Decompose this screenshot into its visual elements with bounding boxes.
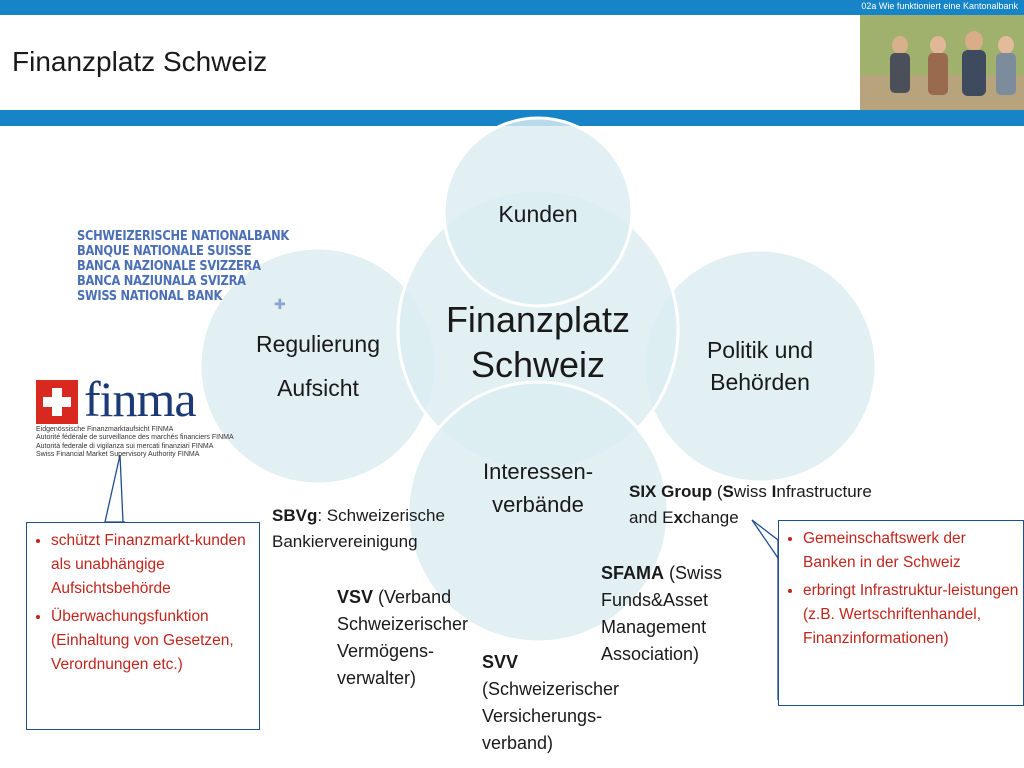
six-callout-item: • erbringt Infrastruktur-leistungen (z.B. Wertschriftenhandel, Finanzinformationen) — [803, 579, 1019, 651]
left-label-line2: Aufsicht — [277, 375, 359, 401]
right-label-line2: Behörden — [710, 369, 810, 395]
left-label-line1: Regulierung — [255, 331, 381, 357]
bottom-label-line1: Interessen- — [482, 459, 594, 484]
swiss-flag-cross-h — [43, 397, 71, 407]
snb-cross-icon: ✚ — [274, 296, 286, 312]
org-vsv: VSV (Verband Schweizerischer Vermögens- verwalter) — [337, 587, 469, 688]
org-six: SIX Group (Swiss Infrastructure and Exchange — [629, 482, 872, 527]
right-callout-pointer — [752, 520, 778, 700]
bottom-label-line2: verbände — [492, 492, 584, 517]
center-label-line1: Finanzplatz — [445, 299, 631, 340]
org-sbvg: SBVg: Schweizerische Bankiervereinigung — [272, 506, 445, 551]
section-label: 02a Wie funktioniert eine Kantonalbank — [861, 1, 1018, 11]
finma-callout — [26, 522, 260, 730]
finma-callout-item: • Überwachungsfunktion (Einhaltung von Gesetzen, Verordnungen etc.) — [51, 605, 255, 677]
finma-logo-subtitle: Eidgenössische Finanzmarktaufsicht FINMA Autorité fédérale de surveillance des marchés financiers FINMA Autorità federale di vigilanza sui mercati finanziari FINMA Swiss Financial Market Supervisory Authority FINMA — [36, 426, 234, 459]
six-callout-item: • Gemeinschaftswerk der Banken in der Schweiz — [803, 527, 1019, 575]
six-callout — [778, 520, 1024, 706]
org-sfama: SFAMA (Swiss Funds&Asset Management Association) — [601, 563, 722, 664]
finma-callout-item: • schützt Finanzmarkt-kunden als unabhängige Aufsichtsbehörde — [51, 529, 255, 601]
right-circle — [644, 250, 876, 482]
snb-logo: SCHWEIZERISCHE NATIONALBANK BANQUE NATIONALE SUISSE BANCA NAZIONALE SVIZZERA BANCA NAZIUNALA SVIZRA SWISS NATIONAL BANK — [77, 229, 290, 304]
right-label-line1: Politik und — [706, 337, 814, 363]
org-svv: SVV (Schweizerischer Versicherungs- verband) — [482, 652, 620, 753]
page-title: Finanzplatz Schweiz — [12, 46, 268, 77]
center-label-line2: Schweiz — [470, 344, 606, 385]
top-label: Kunden — [498, 201, 578, 227]
left-callout-pointer-2 — [120, 455, 123, 522]
finma-logo-word: finma — [84, 371, 196, 427]
